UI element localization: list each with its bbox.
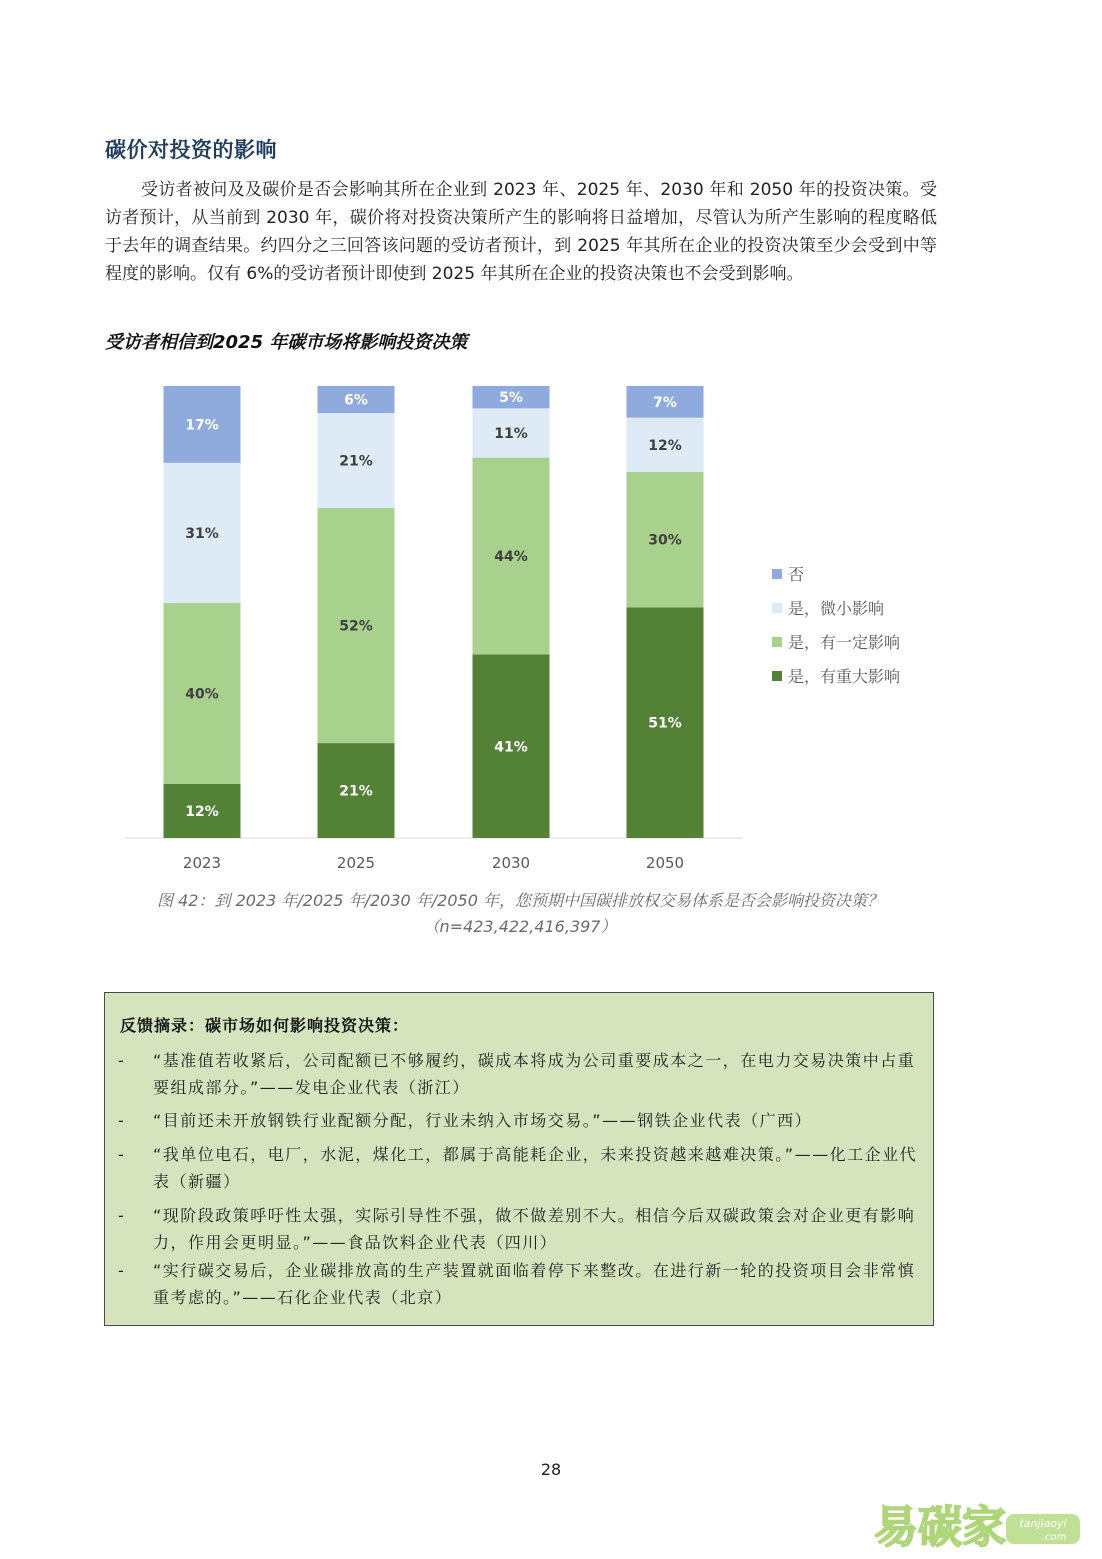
caption-line-2: （n=423,422,416,397） — [423, 917, 617, 936]
x-tick-label: 2050 — [645, 854, 685, 872]
intro-text: 受访者被问及及碳价是否会影响其所在企业到 2023 年、2025 年、2030 年和 2050 年的投资决策。受访者预计，从当前到 2030 年，碳价将对投资决策所产生的影响将日益增加，尽管认为所产生影响的程度略低于去年的调查结果。约四分之三回答该问题的受访者预计，到 2025 年其所在企业的投资决策至少会受到中等程度的影响。仅有 6%的受访者预计即使到 2025 年其所在企业的投资决策也不会受到影响。 — [105, 180, 937, 284]
data-label: 12% — [185, 803, 219, 820]
legend-label: 是，有一定影响 — [788, 633, 901, 652]
data-label: 31% — [185, 525, 219, 542]
quote-text: “实行碳交易后，企业碳排放高的生产装置就面临着停下来整改。在进行新一轮的投资项目会非常慎重考虑的。”——石化企业代表（北京） — [153, 1261, 916, 1307]
data-label: 17% — [185, 417, 219, 434]
feedback-quote — [118, 1202, 928, 1256]
legend-swatch — [772, 569, 782, 579]
quote-text: “基准值若收紧后，公司配额已不够履约，碳成本将成为公司重要成本之一，在电力交易决策中占重要组成部分。”——发电企业代表（浙江） — [153, 1051, 916, 1097]
page-number: 28 — [540, 1460, 562, 1479]
chart-heading: 受访者相信到2025 年碳市场将影响投资决策 — [105, 332, 468, 353]
quote-bullet: - — [118, 1051, 126, 1070]
watermark-logo — [874, 1496, 1084, 1556]
feedback-box — [104, 992, 934, 1326]
data-label: 5% — [499, 390, 523, 407]
data-label: 6% — [344, 392, 368, 409]
stacked-bar-chart — [0, 370, 1102, 880]
legend-label: 是，微小影响 — [788, 599, 885, 618]
data-label: 7% — [653, 394, 677, 411]
x-tick-label: 2023 — [182, 854, 222, 872]
legend-swatch — [772, 603, 782, 613]
quote-bullet: - — [118, 1261, 126, 1280]
watermark-domain-suffix: .com — [1041, 1532, 1067, 1543]
data-label: 52% — [339, 618, 373, 635]
legend-label: 是，有重大影响 — [788, 667, 901, 686]
quote-text: “我单位电石，电厂，水泥，煤化工，都属于高能耗企业，未来投资越来越难决策。”——化工企业代表（新疆） — [153, 1145, 918, 1191]
figure-caption — [100, 888, 940, 940]
legend-label: 否 — [788, 565, 805, 584]
feedback-quote — [118, 1047, 928, 1101]
data-label: 12% — [648, 437, 682, 454]
data-label: 44% — [494, 549, 528, 566]
x-tick-label: 2030 — [491, 854, 531, 872]
data-label: 40% — [185, 686, 219, 703]
section-title: 碳价对投资的影响 — [105, 138, 277, 162]
feedback-quote — [118, 1257, 928, 1311]
feedback-quote — [118, 1141, 928, 1195]
watermark-brand: 易碳家 — [874, 1502, 1006, 1553]
quote-text: “目前还未开放钢铁行业配额分配，行业未纳入市场交易。”——钢铁企业代表（广西） — [153, 1111, 813, 1130]
quote-bullet: - — [118, 1145, 126, 1164]
data-label: 30% — [648, 532, 682, 549]
data-label: 21% — [339, 453, 373, 470]
quote-bullet: - — [118, 1111, 126, 1130]
data-label: 51% — [648, 715, 682, 732]
feedback-quote — [118, 1107, 928, 1134]
x-tick-label: 2025 — [336, 854, 376, 872]
data-label: 11% — [494, 425, 528, 442]
data-label: 21% — [339, 783, 373, 800]
legend-swatch — [772, 637, 782, 647]
legend-swatch — [772, 671, 782, 681]
feedback-title: 反馈摘录：碳市场如何影响投资决策： — [120, 1016, 410, 1035]
watermark-domain: tanjiaoyi — [1019, 1517, 1067, 1530]
data-label: 41% — [494, 739, 528, 756]
quote-text: “现阶段政策呼吁性太强，实际引导性不强，做不做差别不大。相信今后双碳政策会对企业更有影响力，作用会更明显。”——食品饮料企业代表（四川） — [153, 1206, 916, 1252]
quote-bullet: - — [118, 1206, 126, 1225]
caption-line-1: 图 42：到 2023 年/2025 年/2030 年/2050 年，您预期中国碳排放权交易体系是否会影响投资决策？ — [157, 891, 883, 910]
intro-paragraph — [105, 176, 937, 288]
